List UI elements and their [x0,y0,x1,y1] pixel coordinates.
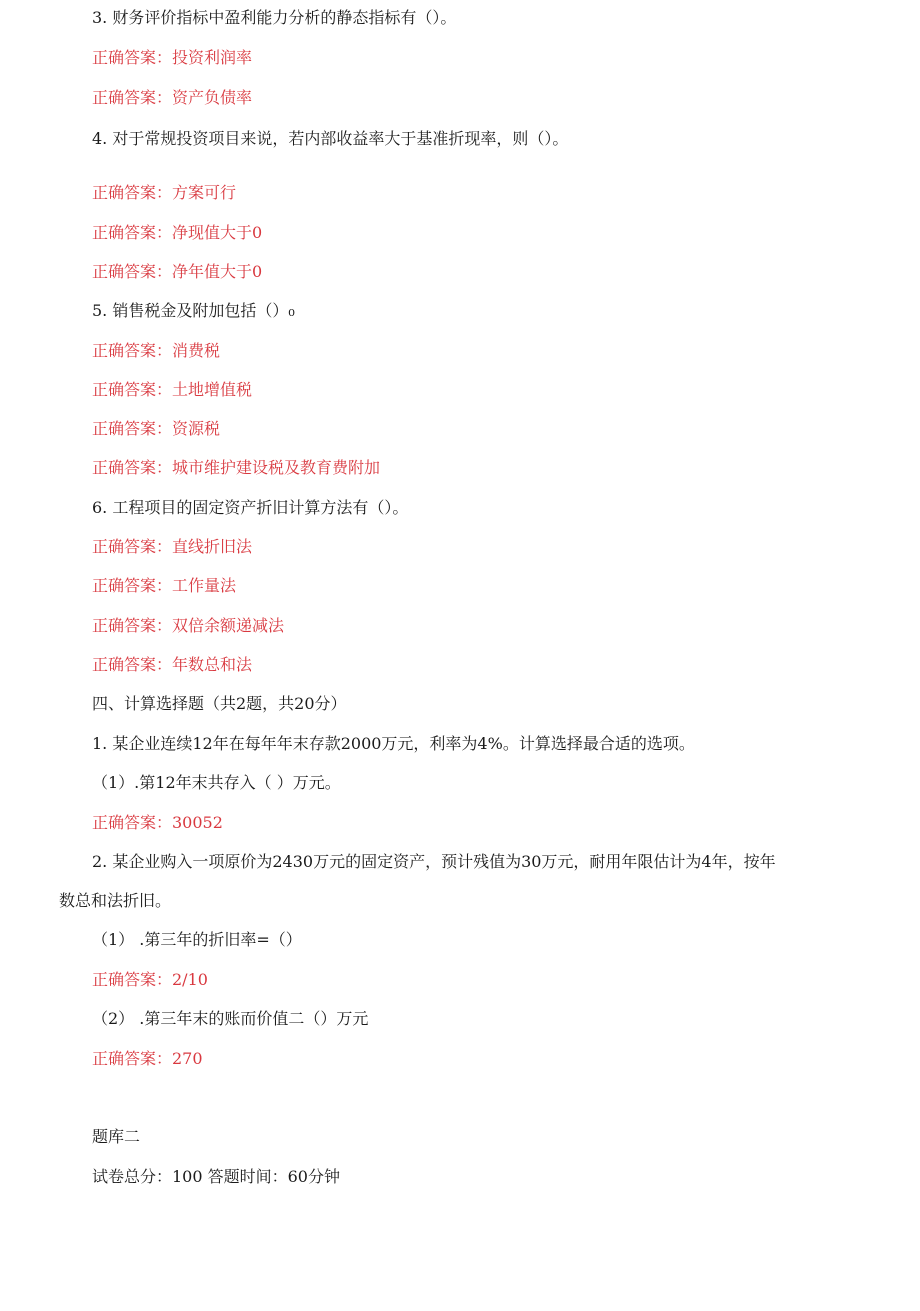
question-6: 6. 工程项目的固定资产折旧计算方法有（）。 [92,498,409,517]
question-3: 3. 财务评价指标中盈利能力分析的静态指标有（）。 [92,8,457,27]
question-bank-title: 题库二 [92,1127,141,1146]
calc-answer-2-1: 正确答案：2/10 [92,970,208,989]
answer-4-3: 正确答案：净年值大于0 [92,262,263,281]
calc-question-2: 2. 某企业购入一项原价为2430万元的固定资产，预计残值为30万元，耐用年限估计为4年，按年 [92,852,776,871]
question-5: 5. 销售税金及附加包括（）₀ [92,301,295,320]
answer-6-3: 正确答案：双倍余额递减法 [92,616,285,635]
answer-6-1: 正确答案：直线折旧法 [92,537,253,556]
calc-question-2-sub-1: （1） .第三年的折旧率=（） [92,930,302,949]
calc-question-2-cont: 数总和法折旧。 [59,891,172,910]
exam-info: 试卷总分：100 答题时间：60分钟 [92,1167,340,1186]
answer-5-3: 正确答案：资源税 [92,419,221,438]
answer-6-2: 正确答案：工作量法 [92,576,237,595]
question-4: 4. 对于常规投资项目来说，若内部收益率大于基准折现率，则（）。 [92,129,569,148]
answer-3-1: 正确答案：投资利润率 [92,48,253,67]
answer-5-2: 正确答案：土地增值税 [92,380,253,399]
answer-6-4: 正确答案：年数总和法 [92,655,253,674]
answer-5-4: 正确答案：城市维护建设税及教育费附加 [92,458,381,477]
calc-answer-1-1: 正确答案：30052 [92,813,223,832]
answer-4-1: 正确答案：方案可行 [92,183,237,202]
calc-answer-2-2: 正确答案：270 [92,1049,203,1068]
answer-5-1: 正确答案：消费税 [92,341,221,360]
calc-question-1: 1. 某企业连续12年在每年年末存款2000万元，利率为4%。计算选择最合适的选项。 [92,734,695,753]
answer-4-2: 正确答案：净现值大于0 [92,223,263,242]
calc-question-2-sub-2: （2） .第三年末的账而价值二（）万元 [92,1009,369,1028]
answer-3-2: 正确答案：资产负债率 [92,88,253,107]
section-heading-calc: 四、计算选择题（共2题，共20分） [92,694,347,713]
calc-question-1-sub-1: （1）.第12年末共存入（ ）万元。 [92,773,341,792]
